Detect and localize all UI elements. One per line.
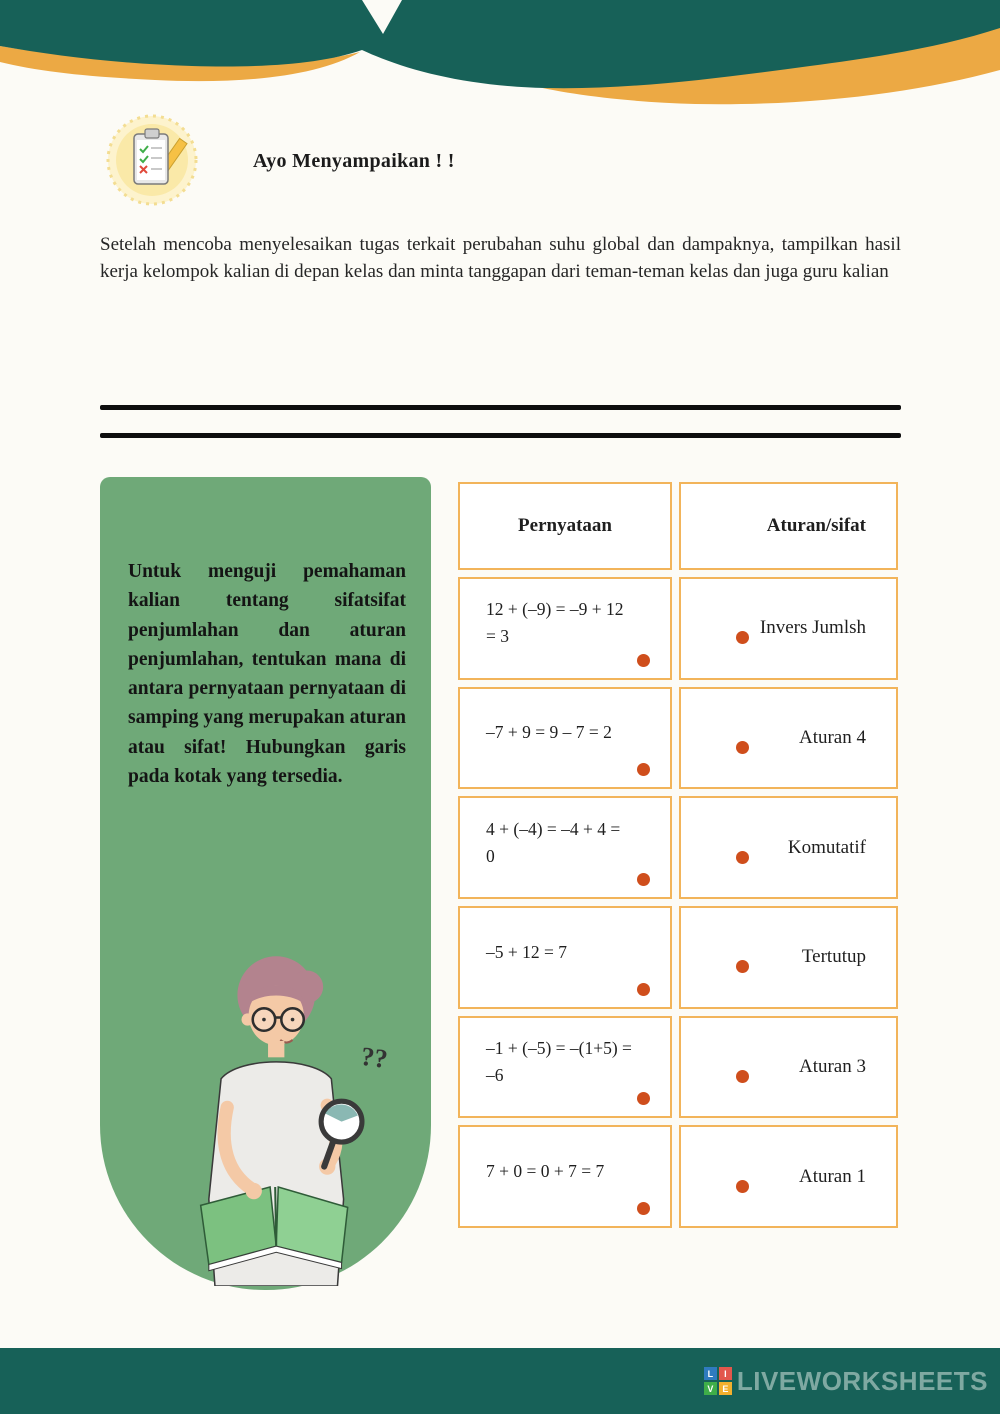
rule-text: Aturan 4 [798,726,866,748]
statement-connector-dot-2[interactable] [637,763,650,776]
statement-text: 7 + 0 = 0 + 7 = 7 [486,1161,605,1182]
brand-wordmark: LIVEWORKSHEETS [736,1365,988,1396]
rule-connector-dot-5[interactable] [736,1070,749,1083]
statement-cell-4 [458,906,672,1009]
statement-cell-3 [458,796,672,899]
statement-connector-dot-5[interactable] [637,1092,650,1105]
clipboard-checklist-icon [106,114,198,206]
divider-line-bottom [100,433,901,438]
rule-cell-6 [679,1125,898,1228]
rule-connector-dot-4[interactable] [736,960,749,973]
rule-connector-dot-2[interactable] [736,741,749,754]
instruction-panel [100,477,431,1290]
rule-text: Komutatif [787,836,866,858]
statement-cell-5 [458,1016,672,1119]
reading-person-illustration [132,944,400,1286]
statement-cell-1 [458,577,672,680]
matching-table [458,482,898,1228]
statement-connector-dot-4[interactable] [637,983,650,996]
statement-text: –7 + 9 = 9 – 7 = 2 [486,722,612,743]
statement-connector-dot-6[interactable] [637,1202,650,1215]
rule-cell-5 [679,1016,898,1119]
rule-connector-dot-3[interactable] [736,851,749,864]
statement-text: 12 + (–9) = –9 + 12 = 3 [486,599,624,647]
liveworksheets-brand-link[interactable] [704,1366,988,1397]
statement-connector-dot-1[interactable] [637,654,650,667]
rule-cell-2 [679,687,898,790]
logo-square-e: E [719,1382,732,1395]
rule-cell-1 [679,577,898,680]
statement-connector-dot-3[interactable] [637,873,650,886]
statement-text: 4 + (–4) = –4 + 4 = 0 [486,818,621,866]
header-label: Aturan/sifat [766,515,866,536]
logo-square-v: V [704,1382,717,1395]
header-label: Pernyataan [518,515,612,536]
rule-connector-dot-6[interactable] [736,1180,749,1193]
statement-text: –1 + (–5) = –(1+5) = –6 [486,1037,632,1085]
rule-connector-dot-1[interactable] [736,631,749,644]
divider-line-top [100,405,901,410]
footer-bar [0,1348,1000,1414]
logo-square-l: L [704,1367,717,1380]
logo-square-i: I [719,1367,732,1380]
intro-paragraph: Setelah mencoba menyelesaikan tugas terkait perubahan suhu global dan dampaknya, tampilkan hasil kerja kelompok kalian di depan kelas dan minta tanggapan dari teman-teman kelas dan juga guru kalian [100,234,901,283]
header-banner-decoration [0,0,1000,130]
rule-text: Tertutup [801,946,866,968]
statement-text: –5 + 12 = 7 [486,941,567,962]
instruction-text: Untuk menguji pemahaman kalian tentang sifatsifat penjumlahan dan aturan penjumlahan, tentukan mana di antara pernyataan pernyataan di samping yang merupakan aturan atau sifat! Hubungkan garis pada kotak yang tersedia. [128,561,406,787]
section-title: Ayo Menyampaikan ! ! [253,150,455,172]
table-header-pernyataan [458,482,672,570]
rule-cell-3 [679,796,898,899]
rule-text: Aturan 3 [798,1055,866,1077]
rule-cell-4 [679,906,898,1009]
statement-cell-6 [458,1125,672,1228]
rule-text: Aturan 1 [798,1165,866,1187]
statement-cell-2 [458,687,672,790]
liveworksheets-logo [704,1367,732,1395]
rule-text: Invers Jumlsh [759,617,866,639]
svg-text:??: ?? [358,1040,390,1075]
table-header-aturan-sifat [679,482,898,570]
